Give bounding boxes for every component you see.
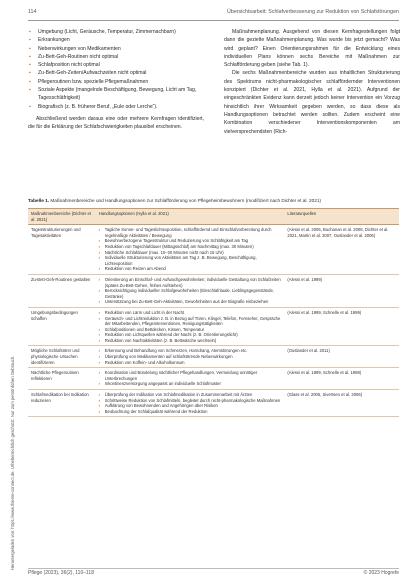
list-item: ▪ Berücksichtigung individueller Schlafgewohnheiten (Einschlafrituale, Lieblingsgegenstände, Getränke) bbox=[99, 288, 282, 299]
sources-cell: (Alessi et al. 2005, Buchanan et al. 2008, Dichter et al. 2021, Martin et al. 2007, Ouslander et al. 2006) bbox=[284, 225, 399, 275]
table-row bbox=[28, 390, 399, 417]
list-item: ▪ Reduktion von Reizen am Abend bbox=[99, 266, 282, 272]
list-item: ▪ Reduktion von Nachtaktivitäten (z. B. Bettwäsche wechseln) bbox=[99, 338, 282, 344]
list-item: ▪ Pflegeroutinen bzw. spezielle Pflegemaßnahmen bbox=[28, 78, 204, 86]
list-item: ▪ Aufklärung von Bewohnenden und Angehörigen über Risiken bbox=[99, 403, 282, 409]
list-item: ▪ Reduktion von Tagschlafdauer (Mittagsschlaf) am Nachmittag (max. 30 Minuten) bbox=[99, 244, 282, 250]
options-cell bbox=[96, 390, 285, 417]
list-item: ▪ Überprüfung der Indikation von Schlafmedikation in Zusammenarbeit mit Ärzten bbox=[99, 392, 282, 398]
table-header-row bbox=[28, 209, 399, 225]
list-item: ▪ Bewohnerbezogene Tagesstruktur und Reduzierung von Schläfrigkeit am Tag bbox=[99, 238, 282, 244]
body-paragraph: Die sechs Maßnahmenbereiche wurden aus inhaltlichen Strukturierung des Spektrums nicht-pharmakologischer schlaffördernder Interventionen konzipiert (Dichter et al. 2021, Hylla et al. 2021). Aufgrund der eingeschränkten Evidenz kann derzeit jedoch keiner Intervention ein Vorzug hinsichtlich ihrer Wirksamkeit gegeben werden, so dass diese als Handlungsoptionen betrachtet werden sollten. Zudem erscheint eine Kombination verschiedener Interventionskomponenten am vielversprechendsten (Rich- bbox=[224, 70, 400, 135]
list-item: ▪ Schrittweise Reduktion von Schlafmitteln, begleitet durch nicht-pharmakologische Maßnahmen bbox=[99, 398, 282, 404]
measure-area-cell: Nächtliche Pflegeroutinen reflektieren bbox=[28, 368, 96, 390]
options-cell bbox=[96, 225, 285, 275]
options-list bbox=[99, 277, 282, 305]
table-row bbox=[28, 225, 399, 275]
table-caption-text: Maßnahmenbereiche und Handlungsoptionen zur Schlafförderung von Pflegeheimbewohnern (modifiziert nach Dichter et al. 2021) bbox=[50, 198, 321, 203]
list-item: ▪ Zu-Bett-Geh-Routinen nicht optimal bbox=[28, 53, 204, 61]
list-item: ▪ Geräusch- und Lichtreduktion z. B. in Bezug auf Türen, Klingel, Telefon, Fernseher, Gespräche der Mitarbeitenden, Pflegeinterventionen, Reinigungstätigkeiten bbox=[99, 316, 282, 327]
body-paragraph: Maßnahmenplanung. Ausgehend von diesen Kernfragestellungen folgt dann die gezielte Maßnahmenplanung. Was wurde bis jetzt gemacht? Was wird geplant? Einen Orientierungsrahmen für die Entwicklung eines individuellen Plans können sechs Bereiche mit Maßnahmen zur Schlafförderung geben (siehe Tab. 1). bbox=[224, 29, 400, 69]
options-list bbox=[99, 348, 282, 365]
table-body bbox=[28, 225, 399, 417]
options-cell bbox=[96, 307, 285, 346]
sources-cell: (Alessi et al. 1999) bbox=[284, 274, 399, 307]
options-list bbox=[99, 227, 282, 272]
measure-area-cell: Mögliche Schlafstörer und physiologische Ursachen identifizieren bbox=[28, 346, 96, 368]
options-cell bbox=[96, 274, 285, 307]
list-item: ▪ Erkrankungen bbox=[28, 36, 204, 44]
list-item: ▪ Individuelle Strukturierung von Aktivitäten am Tag z. B. Bewegung, Beschäftigung, Lichtexposition bbox=[99, 255, 282, 266]
list-item: ▪ Koordination und Bündelung nächtlicher Pflegehandlungen, Vermeidung unnötiger Unterbrechungen bbox=[99, 370, 282, 381]
sources-cell: (Ouslander et al. 2011) bbox=[284, 346, 399, 368]
table-row bbox=[28, 368, 399, 390]
left-column bbox=[28, 28, 204, 132]
list-item: ▪ Orientierung an Einschlaf- und Aufwachgewohnheiten; individuelle Gestaltung von Schlafzeiten (spätes Zu-Bett-Gehen, frühes Aufstehen) bbox=[99, 277, 282, 288]
footer-rule bbox=[28, 568, 399, 569]
header-rule bbox=[28, 20, 399, 21]
list-item: ▪ Schlafpositionen und Bettdecken, Kissen, Temperatur bbox=[99, 327, 282, 333]
side-margin-text: Heruntergeladen von: https://www.thieme-connect.de. Urheberrechtlich geschützt. Nur zum persönlichen Gebrauch. bbox=[10, 355, 15, 570]
table-section bbox=[28, 198, 399, 417]
list-item: ▪ Reduktion von Lichtquellen während der Nacht (z. B. Orientierungslicht) bbox=[99, 332, 282, 338]
sources-cell: (Alessi et al. 1999, Schnelle et al. 1999) bbox=[284, 307, 399, 346]
options-cell bbox=[96, 346, 285, 368]
table-row bbox=[28, 307, 399, 346]
page-footer bbox=[28, 570, 399, 578]
list-item: ▪ Nächtliche Schlafdauer (max. 10–20 Minuten nicht nach 15 Uhr) bbox=[99, 250, 282, 256]
list-item: ▪ Unterstützung bei Zu-Bett-Geh-Aktivitäten, Gewohnheiten aus der Biografie einbeziehen bbox=[99, 299, 282, 305]
list-item: ▪ Erkennung und Behandlung von Schmerzen, Harndrang, Atemstörungen etc. bbox=[99, 348, 282, 354]
measure-area-cell: Tagesstrukturierungen und Tagesaktivitäten bbox=[28, 225, 96, 275]
side-margin-notice bbox=[2, 30, 15, 570]
cause-list bbox=[28, 28, 204, 111]
journal-citation: Pflege (2023), 36(2), 110–118 bbox=[28, 570, 94, 576]
list-item: ▪ Reduktion von Lärm und Licht in der Nacht bbox=[99, 310, 282, 316]
table-row bbox=[28, 346, 399, 368]
list-item: ▪ Umgebung (Licht, Geräusche, Temperatur, Zimmernachbarn) bbox=[28, 28, 204, 36]
list-item: ▪ Schlafposition nicht optimal bbox=[28, 61, 204, 69]
list-item: ▪ Beobachtung der Schlafqualität während der Reduktion bbox=[99, 409, 282, 415]
measure-area-cell: Umgebungsbedingungen schaffen bbox=[28, 307, 96, 346]
measure-area-cell: Zu-Bett-Geh-Routinen gestalten bbox=[28, 274, 96, 307]
column-header: Handlungsoptionen (Hylla et al. 2021) bbox=[96, 209, 285, 225]
table-caption-label: Tabelle 1. bbox=[28, 198, 50, 203]
column-header: Literaturquellen bbox=[284, 209, 399, 225]
table-caption bbox=[28, 198, 399, 204]
body-paragraph: Abschließend werden daraus eine oder mehrere Kernfragen identifiziert, die für die Erklärung der Schlafschwierigkeiten plausibel erscheinen. bbox=[28, 115, 204, 131]
options-list bbox=[99, 310, 282, 344]
running-header bbox=[28, 9, 399, 19]
list-item: ▪ Zu-Bett-Geh-Zeiten/Aufwachzeiten nicht optimal bbox=[28, 69, 204, 77]
list-item: ▪ Soziale Aspekte (mangelnde Beschäftigung, Bewegung, Licht am Tag, Tagesschläfrigkeit) bbox=[28, 86, 204, 103]
running-title: Übersichtsarbeit: Schlafverbesserung zur Reduktion von Schlafstörungen bbox=[227, 9, 399, 15]
options-list bbox=[99, 370, 282, 387]
column-header: Maßnahmenbereiche (Dichter et al. 2021) bbox=[28, 209, 96, 225]
list-item: ▪ Biografisch (z. B. früherer Beruf, „Eule oder Lerche“). bbox=[28, 103, 204, 111]
right-column bbox=[224, 28, 400, 136]
list-item: ▪ Tagliche Sonne- und Tageslichtexposition, schlaffördernd und Einschlafvorbereitung durch regelmäßige Aktivitäten / Bewegung bbox=[99, 227, 282, 238]
table-row bbox=[28, 274, 399, 307]
options-cell bbox=[96, 368, 285, 390]
measures-table bbox=[28, 208, 399, 417]
copyright: © 2023 Hogrefe bbox=[363, 570, 399, 576]
sources-cell: (Alessi et al. 1999, Schnelle et al. 1998) bbox=[284, 368, 399, 390]
sources-cell: (Glass et al. 2005, Sivertsen et al. 2006) bbox=[284, 390, 399, 417]
list-item: ▪ Überprüfung von Medikamenten auf schlafstörende Nebenwirkungen bbox=[99, 354, 282, 360]
list-item: ▪ Inkontinenzversorgung angepasst an individuelle Schlafmuster bbox=[99, 381, 282, 387]
list-item: ▪ Reduktion von Koffein- und Alkoholkonsum bbox=[99, 360, 282, 366]
options-list bbox=[99, 392, 282, 414]
list-item: ▪ Nebenwirkungen von Medikamenten bbox=[28, 45, 204, 53]
page-number: 114 bbox=[28, 9, 37, 15]
measure-area-cell: Schlafmedikation bei Indikation reduzieren bbox=[28, 390, 96, 417]
